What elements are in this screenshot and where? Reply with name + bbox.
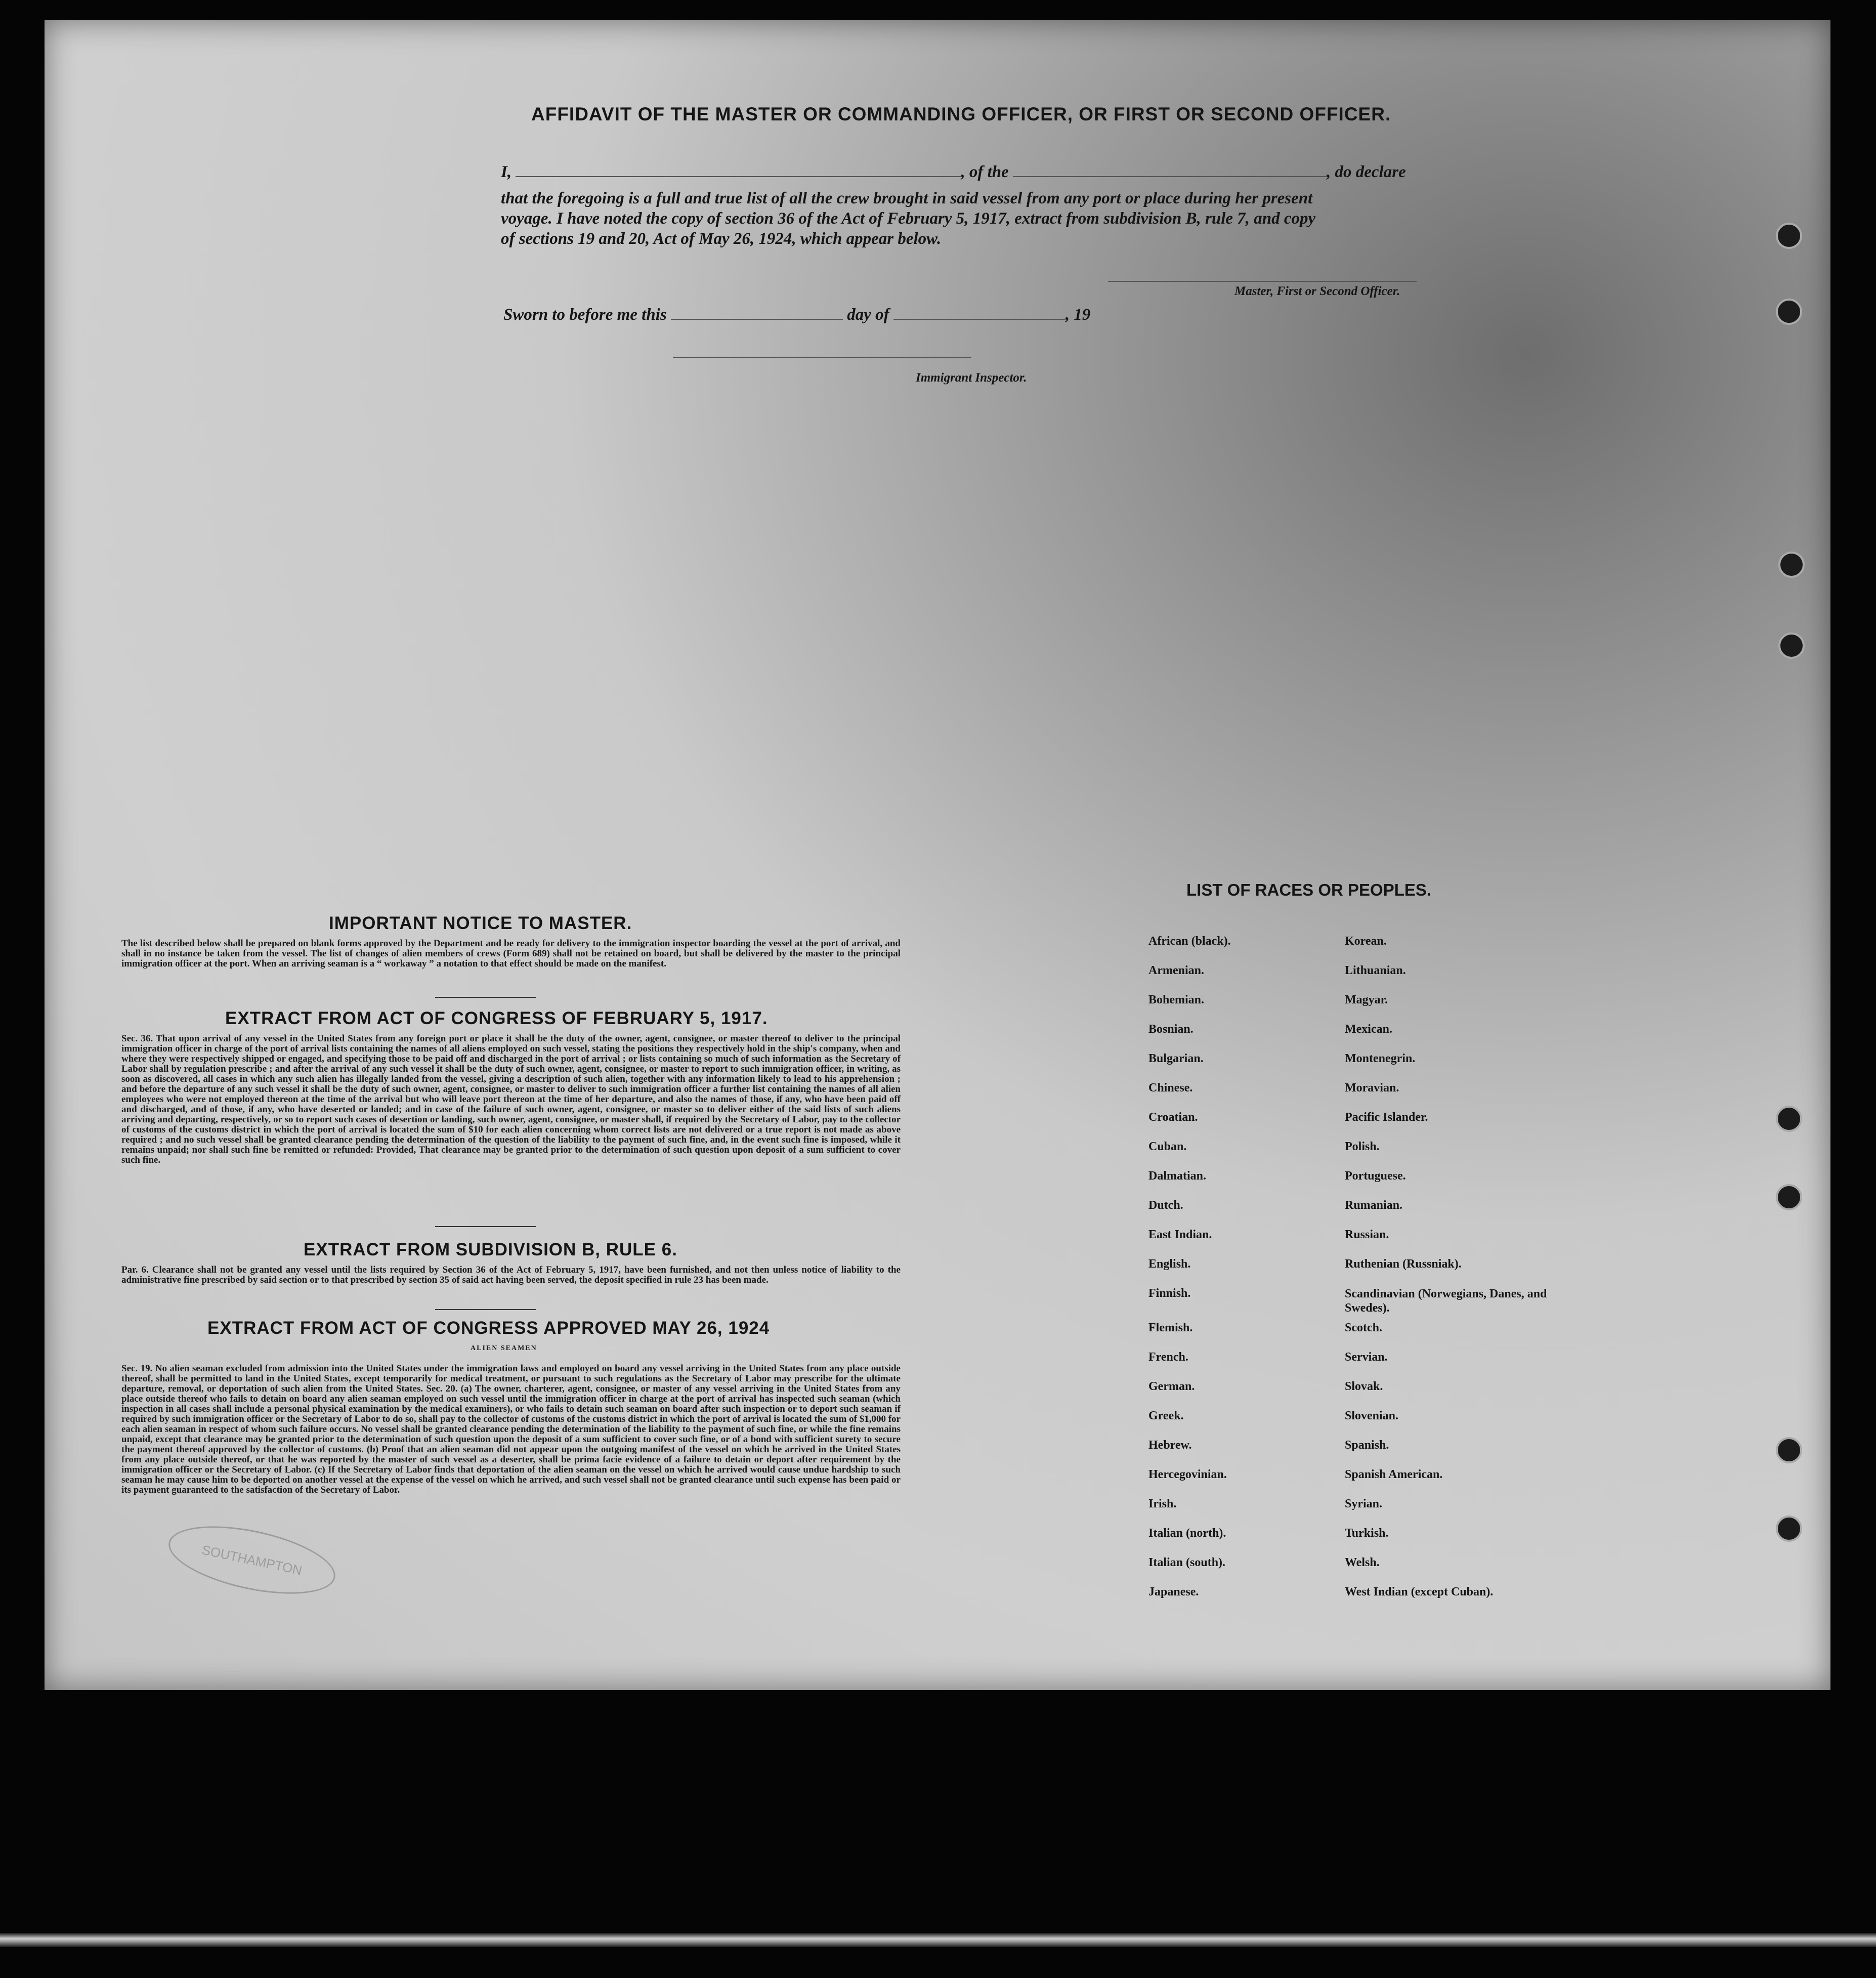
race-item: Hercegovinian. (1148, 1468, 1227, 1481)
binder-hole (1776, 1437, 1802, 1463)
master-name-blank[interactable] (516, 176, 961, 177)
race-item: Ruthenian (Russniak). (1345, 1257, 1462, 1271)
act-1917-text: Sec. 36. That upon arrival of any vessel in the United States from any foreign port or place it shall be the duty of the owner, agent, consignee, or master thereof to deliver to the principal immigration officer in charge of the port of arrival lists containing the names of all aliens employed on such vessel, stating the positions they respectively hold in the ship's company, when and where they were respectively shipped or engaged, and specifying those to be paid off and discharged in the port of arrival ; or lists containing so much of such information as the Secretary of Labor shall by regulation prescribe ; and after the arrival of any such vessel it shall be the duty of such owner, agent, consignee, or master to report to such immigration officer, in writing, as soon as discovered, all cases in which any such alien has illegally landed from the vessel, giving a description of such alien, together with any information likely to lead to his apprehension ; and before the departure of any such vessel it shall be the duty of such owner, agent, consignee, or master to deliver to such immigration officer a further list containing the names of all alien employees who were not employed thereon at the time of the arrival but who will leave port thereon at the time of her departure, and also the names of those, if any, who have been paid off and discharged, and of those, if any, who have deserted or landed; and in case of the failure of such owner, agent, consignee, or master so to deliver either of the said lists of such aliens arriving and departing, respectively, or so to report such cases of desertion or landing, such owner, agent, consignee, or master shall, if required by the Secretary of Labor, pay to the collector of customs of the customs district in which the port of arrival is located the sum of $10 for each alien concerning whom correct lists are not delivered or a true report is not made as above required ; and no such vessel shall be granted clearance pending the determination of the question of the liability to the payment of such fine, and, in the event such fine is imposed, while it remains unpaid; nor shall such fine be remitted or refunded: Provided, That clearance may be granted prior to the determination of such question upon deposit of a sum sufficient to cover such fine. (121, 1033, 901, 1165)
affidavit-i: I, (501, 163, 512, 181)
sworn-day-blank[interactable] (671, 319, 843, 320)
race-item: Cuban. (1148, 1140, 1187, 1153)
divider (435, 1226, 536, 1227)
binder-hole (1776, 1184, 1802, 1210)
race-item: Greek. (1148, 1409, 1184, 1422)
race-item: Turkish. (1345, 1527, 1389, 1540)
race-item: French. (1148, 1351, 1188, 1364)
rule-6-text: Par. 6. Clearance shall not be granted any vessel until the lists required by Section 36 of the Act of February 5, 1917, have been furnished, and not then unless notice of liability to the administrative fine prescribed by said section or to that prescribed by section 35 of said act having been served, the deposit specified in rule 23 has been made. (121, 1265, 901, 1285)
binder-hole (1776, 1516, 1802, 1542)
inspector-label: Immigrant Inspector. (916, 371, 1027, 385)
race-item: West Indian (except Cuban). (1345, 1585, 1494, 1598)
divider (435, 997, 536, 998)
act-1924-text: Sec. 19. No alien seaman excluded from admission into the United States under the immigration laws and employed on board any vessel arriving in the United States from any place outside thereof, shall be permitted to land in the United States, except temporarily for medical treatment, or pursuant to such regulations as the Secretary of Labor may prescribe for the ultimate departure, removal, or deportation of such alien from the United States. Sec. 20. (a) The owner, charterer, agent, consignee, or master of any vessel arriving in the United States from any place outside thereof who fails to detain on board any alien seaman employed on such vessel until the immigration officer in charge at the port of arrival has inspected such seaman (which inspection in all cases shall include a personal physical examination by the medical examiners), or who fails to detain such seaman on board after such inspection or to deport such seaman if required by such immigration officer or the Secretary of Labor to do so, shall pay to the collector of customs of the customs district in which the port of arrival is located the sum of $1,000 for each alien seaman in respect of whom such failure occurs. No vessel shall be granted clearance pending the determination of the liability to the payment of such fine, or while the fine remains unpaid, except that clearance may be granted prior to the determination of such question upon the deposit of a sum sufficient to cover such fine, or of a bond with sufficient surety to secure the payment thereof approved by the collector of customs. (b) Proof that an alien seaman did not appear upon the outgoing manifest of the vessel on which he arrived in the United States from any place outside thereof, or that he was reported by the master of such vessel as a deserter, shall be prima facie evidence of a failure to detain or deport after requirement by the immigration officer or the Secretary of Labor. (c) If the Secretary of Labor finds that deportation of the alien seaman on the vessel on which he arrived would cause undue hardship to such seaman he may cause him to be deported on another vessel at the expense of the vessel on which he arrived, and such vessel shall not be granted clearance until such expense has been paid or its payment guaranteed to the satisfaction of the Secretary of Labor. (121, 1363, 901, 1495)
race-item: Rumanian. (1345, 1199, 1403, 1212)
notice-text: The list described below shall be prepared on blank forms approved by the Department and be ready for delivery to the immigration inspector boarding the vessel at the port of arrival, and shall in no instance be taken from the vessel. The list of changes of alien members of crews (Form 689) shall not be retained on board, but shall be delivered by the master to the principal immigration officer at the port. When an arriving seaman is a “ workaway ” a notation to that effect should be made on the manifest. (121, 938, 901, 969)
race-item: Japanese. (1148, 1585, 1199, 1598)
race-item: Slovak. (1345, 1380, 1383, 1393)
master-signature-line[interactable] (1108, 281, 1417, 282)
race-item: Servian. (1345, 1351, 1388, 1364)
inspector-signature-line[interactable] (673, 357, 971, 358)
affidavit-line-2: that the foregoing is a full and true list of all the crew brought in said vessel from any port or place during her present (501, 189, 1313, 207)
binder-hole (1776, 223, 1802, 249)
race-item: African (black). (1148, 935, 1231, 948)
divider (435, 1309, 536, 1310)
race-item: Pacific Islander. (1345, 1111, 1428, 1124)
race-item: Welsh. (1345, 1556, 1380, 1569)
race-item: Russian. (1345, 1228, 1389, 1241)
act-1924-subtitle: ALIEN SEAMEN (471, 1344, 537, 1352)
race-item: Bosnian. (1148, 1023, 1193, 1036)
sworn-line (503, 305, 1161, 325)
race-item: Armenian. (1148, 964, 1204, 977)
race-item: Finnish. (1148, 1287, 1191, 1300)
race-item: Bohemian. (1148, 993, 1205, 1006)
races-title: LIST OF RACES OR PEOPLES. (1186, 880, 1432, 899)
binder-hole (1776, 1106, 1802, 1132)
race-item: Magyar. (1345, 993, 1388, 1006)
sworn-before-text: Sworn to before me this (503, 306, 667, 324)
binder-hole (1776, 299, 1802, 325)
race-item: Dalmatian. (1148, 1169, 1206, 1183)
race-item: Italian (north). (1148, 1527, 1226, 1540)
race-item: Moravian. (1345, 1081, 1399, 1095)
act-1917-title: EXTRACT FROM ACT OF CONGRESS OF FEBRUARY 5, 1917. (225, 1008, 768, 1028)
race-item: Mexican. (1345, 1023, 1392, 1036)
day-of-text: day of (847, 306, 889, 324)
rule-6-title: EXTRACT FROM SUBDIVISION B, RULE 6. (304, 1240, 677, 1259)
race-item: English. (1148, 1257, 1191, 1271)
affidavit-line-3: voyage. I have noted the copy of section 36 of the Act of February 5, 1917, extract from subdivision B, rule 7, and copy (501, 209, 1316, 228)
act-1924-title: EXTRACT FROM ACT OF CONGRESS APPROVED MAY 26, 1924 (207, 1318, 770, 1338)
affidavit-declare: , do declare (1327, 163, 1406, 181)
race-item: Syrian. (1345, 1497, 1383, 1510)
binder-hole (1778, 552, 1805, 578)
binder-hole (1778, 633, 1805, 659)
affidavit-title: AFFIDAVIT OF THE MASTER OR COMMANDING OFFICER, OR FIRST OR SECOND OFFICER. (531, 104, 1391, 124)
race-item: Bulgarian. (1148, 1052, 1204, 1065)
race-item: Portuguese. (1345, 1169, 1406, 1183)
race-item: Lithuanian. (1345, 964, 1406, 977)
race-item: Slovenian. (1345, 1409, 1399, 1422)
race-item: Scandinavian (Norwegians, Danes, and Swedes). (1345, 1287, 1547, 1315)
race-item: Italian (south). (1148, 1556, 1226, 1569)
vessel-name-blank[interactable] (1013, 176, 1327, 177)
affidavit-line-4: of sections 19 and 20, Act of May 26, 1924, which appear below. (501, 230, 942, 248)
race-item: Montenegrin. (1345, 1052, 1416, 1065)
race-item: Scotch. (1345, 1321, 1382, 1334)
race-item: Croatian. (1148, 1111, 1198, 1124)
race-item: Irish. (1148, 1497, 1177, 1510)
race-item: Hebrew. (1148, 1439, 1192, 1452)
affidavit-of-the: , of the (961, 163, 1009, 181)
southampton-stamp: SOUTHAMPTON (163, 1513, 342, 1606)
affidavit-declaration-line (501, 162, 1457, 182)
race-item: Chinese. (1148, 1081, 1193, 1095)
race-item: Polish. (1345, 1140, 1380, 1153)
year-text: , 19 (1065, 306, 1091, 324)
race-item: German. (1148, 1380, 1195, 1393)
race-item: Spanish American. (1345, 1468, 1443, 1481)
race-item: Korean. (1345, 935, 1387, 948)
page-edge-strip (0, 1933, 1876, 1947)
race-item: Dutch. (1148, 1199, 1183, 1212)
race-item: Spanish. (1345, 1439, 1389, 1452)
notice-title: IMPORTANT NOTICE TO MASTER. (329, 913, 632, 933)
race-item: Flemish. (1148, 1321, 1193, 1334)
master-label: Master, First or Second Officer. (1234, 284, 1400, 298)
race-item: East Indian. (1148, 1228, 1212, 1241)
sworn-month-blank[interactable] (893, 319, 1065, 320)
